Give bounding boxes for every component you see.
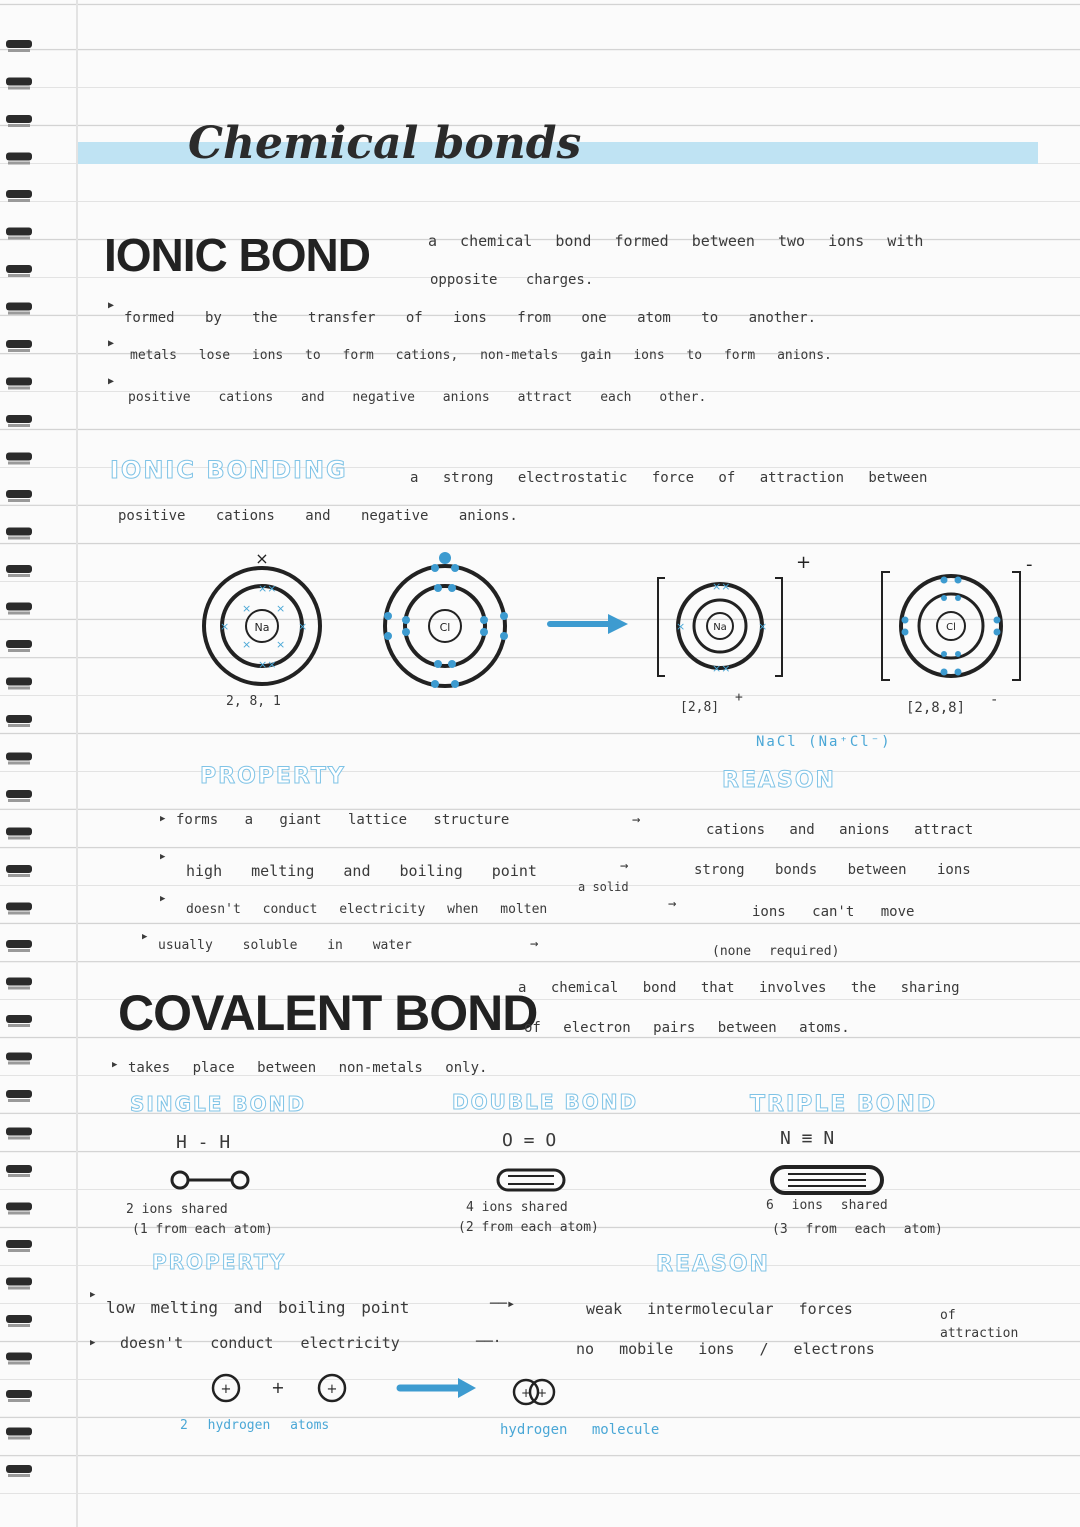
spiral-ring [6, 603, 32, 611]
spiral-ring-shadow [8, 837, 30, 840]
spiral-ring-shadow [8, 237, 30, 240]
spiral-ring-shadow [8, 49, 30, 52]
spiral-ring-shadow [8, 1024, 30, 1027]
spiral-ring-shadow [8, 1062, 30, 1065]
reaction-arrow-icon [400, 1378, 476, 1398]
ionic-property-3-note: a solid [578, 880, 629, 894]
arrow-icon: ──▸ [490, 1296, 516, 1312]
arrow-icon: → [668, 896, 677, 912]
bullet-arrow-icon: ▶ [108, 300, 115, 311]
plus-sign: + [271, 1378, 285, 1397]
ionic-bonding-definition-1: a strong electrostatic force of attraction between [410, 470, 928, 486]
spiral-ring-shadow [8, 349, 30, 352]
margin-line [76, 0, 78, 1527]
single-bond-icon [172, 1172, 248, 1188]
spiral-ring-shadow [8, 949, 30, 952]
spiral-ring-shadow [8, 1437, 30, 1440]
bond-stick-diagrams [160, 1160, 900, 1200]
ionic-bond-diagram [180, 540, 1040, 710]
spiral-ring [6, 1090, 32, 1098]
double-bond-icon [498, 1170, 564, 1190]
spiral-ring [6, 565, 32, 573]
spiral-ring-shadow [8, 687, 30, 690]
covalent-bullet: takes place between non-metals only. [128, 1060, 488, 1076]
spiral-binding [0, 0, 45, 1527]
na-outer-electron: × [255, 549, 269, 568]
spiral-ring [6, 1465, 32, 1473]
svg-text:×: × [276, 638, 286, 651]
double-bond-shared-1: 4 ions shared [466, 1200, 568, 1215]
svg-text:×: × [242, 602, 252, 615]
spiral-ring-shadow [8, 499, 30, 502]
svg-text:×: × [758, 620, 768, 633]
bullet-arrow-icon: ▶ [160, 894, 166, 904]
ionic-bonding-heading: IONIC BONDING [110, 456, 348, 484]
spiral-ring [6, 1278, 32, 1286]
covalent-property-1: low melting and boiling point [106, 1298, 410, 1317]
spiral-ring-shadow [8, 462, 30, 465]
single-bond-formula: H - H [176, 1132, 231, 1153]
spiral-ring [6, 678, 32, 686]
reaction-arrow-icon [550, 614, 628, 634]
spiral-ring [6, 378, 32, 386]
spiral-ring [6, 40, 32, 48]
triple-bond-shared-1: 6 ions shared [766, 1198, 888, 1213]
covalent-reason-2: no mobile ions / electrons [576, 1340, 875, 1358]
spiral-ring [6, 303, 32, 311]
covalent-property-2: doesn't conduct electricity [120, 1334, 400, 1352]
spiral-ring-shadow [8, 274, 30, 277]
spiral-ring [6, 940, 32, 948]
ionic-bullet-3: positive cations and negative anions attract each other. [128, 390, 707, 405]
spiral-ring-shadow [8, 424, 30, 427]
spiral-ring [6, 265, 32, 273]
na-ion-config-charge: + [735, 690, 743, 705]
spiral-ring [6, 1203, 32, 1211]
spiral-ring [6, 228, 32, 236]
spiral-ring-shadow [8, 799, 30, 802]
svg-text:×: × [220, 620, 230, 633]
na-electron-config: 2, 8, 1 [226, 694, 281, 709]
triple-bond-icon [772, 1167, 882, 1193]
nacl-formula: NaCl (Na⁺Cl⁻) [756, 734, 892, 750]
double-bond-shared-2: (2 from each atom) [458, 1220, 599, 1235]
covalent-property-heading: PROPERTY [152, 1250, 287, 1274]
sodium-atom [204, 549, 320, 684]
spiral-ring [6, 1165, 32, 1173]
spiral-ring-shadow [8, 162, 30, 165]
arrow-icon: → [530, 936, 539, 952]
svg-text:×: × [242, 638, 252, 651]
spiral-ring [6, 153, 32, 161]
spiral-ring-shadow [8, 724, 30, 727]
svg-text:+: + [536, 1386, 548, 1400]
svg-text:×: × [276, 602, 286, 615]
spiral-ring-shadow [8, 537, 30, 540]
svg-text:+: + [220, 1382, 232, 1397]
spiral-ring-shadow [8, 574, 30, 577]
covalent-definition-1: a chemical bond that involves the sharing [518, 980, 960, 996]
spiral-ring-shadow [8, 649, 30, 652]
covalent-reason-1: weak intermolecular forces [586, 1300, 853, 1318]
double-bond-formula: O = O [502, 1130, 557, 1151]
single-bond-heading: SINGLE BOND [130, 1092, 306, 1116]
single-bond-shared-1: 2 ions shared [126, 1202, 228, 1217]
spiral-ring-shadow [8, 124, 30, 127]
spiral-ring [6, 115, 32, 123]
bullet-arrow-icon: ▶ [108, 338, 115, 349]
ionic-property-heading: PROPERTY [200, 764, 346, 789]
spiral-ring-shadow [8, 1137, 30, 1140]
covalent-reason-1-of: of [940, 1308, 956, 1323]
bullet-arrow-icon: ▶ [160, 814, 166, 824]
bullet-arrow-icon: ▶ [160, 852, 166, 862]
ionic-property-1: forms a giant lattice structure [176, 812, 510, 828]
arrow-icon: → [620, 858, 629, 874]
spiral-ring-shadow [8, 199, 30, 202]
ionic-bonding-definition-2: positive cations and negative anions. [118, 508, 518, 524]
hydrogen-atom-icon [319, 1375, 345, 1401]
spiral-ring [6, 978, 32, 986]
na-ion-label: Na [713, 622, 727, 633]
spiral-ring-shadow [8, 874, 30, 877]
spiral-ring [6, 640, 32, 648]
bullet-arrow-icon: ▶ [142, 932, 148, 942]
bullet-arrow-icon: ▶ [112, 1060, 118, 1070]
ionic-property-4: usually soluble in water [158, 938, 412, 953]
spiral-ring-shadow [8, 1212, 30, 1215]
cl-ion-config-charge: - [990, 692, 999, 708]
spiral-ring [6, 903, 32, 911]
spiral-ring [6, 1390, 32, 1398]
covalent-reason-heading: REASON [656, 1252, 770, 1277]
covalent-reason-1-attraction: attraction [940, 1326, 1019, 1341]
hydrogen-molecule-icon [514, 1380, 554, 1404]
ionic-bond-heading: IONIC BOND [104, 229, 370, 281]
svg-text:××: ×× [712, 662, 731, 675]
ionic-bond-definition-2: opposite charges. [430, 272, 594, 288]
hydrogen-molecule-label: hydrogen molecule [500, 1422, 660, 1438]
svg-text:×: × [298, 620, 308, 633]
na-ion-config: [2,8] [680, 700, 720, 715]
svg-text:×: × [676, 620, 686, 633]
single-bond-shared-2: (1 from each atom) [132, 1222, 273, 1237]
spiral-ring-shadow [8, 1324, 30, 1327]
ionic-reason-4: (none required) [712, 944, 840, 959]
triple-bond-formula: N ≡ N [780, 1128, 835, 1149]
ionic-bond-definition-1: a chemical bond formed between two ions with [428, 232, 924, 250]
spiral-ring [6, 415, 32, 423]
spiral-ring-shadow [8, 1287, 30, 1290]
hydrogen-bond-diagram [200, 1368, 600, 1408]
spiral-ring [6, 828, 32, 836]
ionic-reason-3: ions can't move [752, 904, 915, 920]
spiral-ring [6, 528, 32, 536]
cl-nucleus-label: Cl [439, 621, 451, 634]
bullet-arrow-icon: ▶ [90, 1338, 96, 1348]
ionic-property-2: high melting and boiling point [186, 862, 537, 880]
covalent-bond-heading: COVALENT BOND [118, 985, 538, 1041]
spiral-ring-shadow [8, 612, 30, 615]
svg-text:××: ×× [712, 580, 731, 593]
spiral-ring-shadow [8, 387, 30, 390]
ionic-reason-1: cations and anions attract [706, 822, 974, 838]
spiral-ring [6, 78, 32, 86]
na-ion-charge: + [796, 552, 812, 573]
ionic-bullet-1: formed by the transfer of ions from one atom to another. [124, 310, 817, 326]
svg-text:+: + [520, 1386, 532, 1400]
spiral-ring [6, 865, 32, 873]
spiral-ring [6, 1240, 32, 1248]
spiral-ring [6, 190, 32, 198]
spiral-ring-shadow [8, 1474, 30, 1477]
chlorine-atom [384, 552, 508, 688]
spiral-ring [6, 1128, 32, 1136]
arrow-icon: ──· [476, 1334, 502, 1350]
bullet-arrow-icon: ▶ [108, 376, 115, 387]
page-title: Chemical bonds [188, 118, 582, 169]
hydrogen-atoms-label: 2 hydrogen atoms [180, 1418, 330, 1433]
triple-bond-shared-2: (3 from each atom) [772, 1222, 943, 1237]
ionic-bullet-2: metals lose ions to form cations, non-metals gain ions to form anions. [130, 348, 832, 363]
spiral-ring-shadow [8, 987, 30, 990]
na-nucleus-label: Na [254, 621, 270, 634]
hydrogen-atom-icon [213, 1375, 239, 1401]
chloride-ion [882, 554, 1033, 680]
ionic-reason-2: strong bonds between ions [694, 862, 971, 878]
ionic-reason-heading: REASON [722, 768, 836, 793]
cl-ion-charge: - [1026, 554, 1033, 575]
spiral-ring-shadow [8, 762, 30, 765]
spiral-ring [6, 490, 32, 498]
cl-ion-config: [2,8,8] [906, 700, 966, 716]
sodium-ion [658, 552, 811, 676]
spiral-ring-shadow [8, 1399, 30, 1402]
arrow-icon: → [632, 812, 641, 828]
spiral-ring [6, 1428, 32, 1436]
svg-text:××: ×× [258, 582, 277, 595]
bullet-arrow-icon: ▶ [90, 1290, 96, 1300]
spiral-ring [6, 453, 32, 461]
covalent-definition-2: of electron pairs between atoms. [524, 1020, 850, 1036]
spiral-ring [6, 1315, 32, 1323]
spiral-ring [6, 1015, 32, 1023]
spiral-ring [6, 1353, 32, 1361]
svg-text:+: + [326, 1382, 338, 1397]
spiral-ring-shadow [8, 1249, 30, 1252]
cl-ion-label: Cl [946, 622, 956, 633]
spiral-ring-shadow [8, 1362, 30, 1365]
double-bond-heading: DOUBLE BOND [452, 1090, 639, 1114]
spiral-ring [6, 1053, 32, 1061]
spiral-ring-shadow [8, 1099, 30, 1102]
spiral-ring-shadow [8, 87, 30, 90]
spiral-ring [6, 715, 32, 723]
spiral-ring-shadow [8, 912, 30, 915]
spiral-ring-shadow [8, 1174, 30, 1177]
triple-bond-heading: TRIPLE BOND [750, 1092, 938, 1117]
spiral-ring-shadow [8, 312, 30, 315]
svg-text:××: ×× [258, 658, 277, 671]
spiral-ring [6, 790, 32, 798]
spiral-ring [6, 340, 32, 348]
ionic-property-3: doesn't conduct electricity when molten [186, 902, 548, 917]
spiral-ring [6, 753, 32, 761]
